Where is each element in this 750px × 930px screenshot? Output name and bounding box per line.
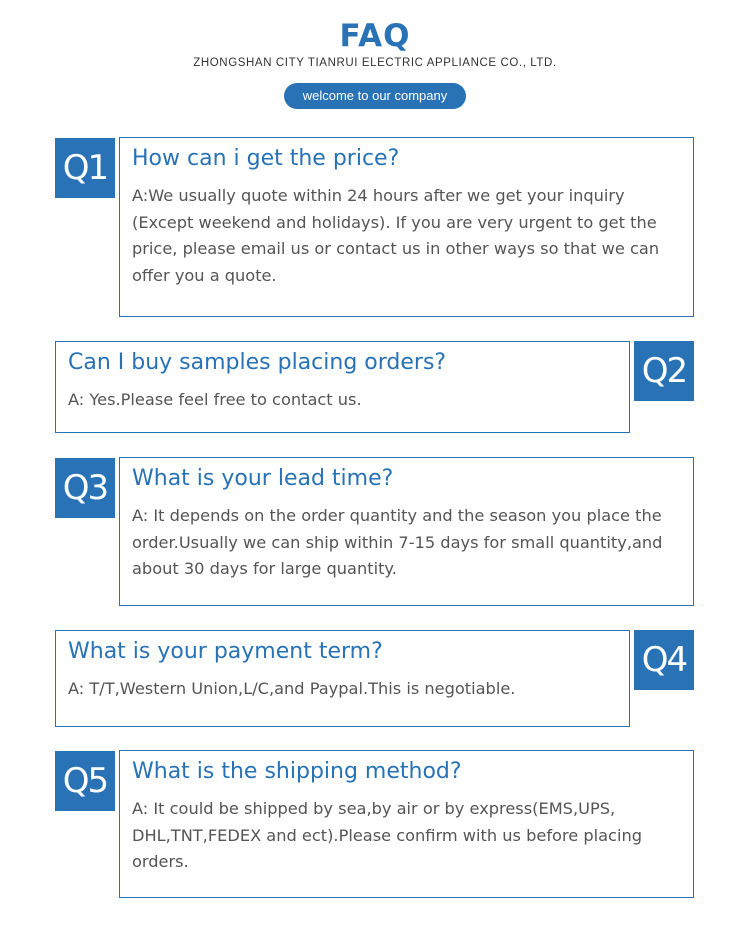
q5-badge: Q5 [55, 751, 115, 811]
faq-question: Can I buy samples placing orders? [68, 350, 447, 375]
faq-answer: A: It could be shipped by sea,by air or by express(EMS,UPS, DHL,TNT,FEDEX and ect).Please confirm with us before placing orders. [132, 799, 642, 871]
faq-answer: A:We usually quote within 24 hours after we get your inquiry (Except weekend and holidays). If you are very urgent to get the price, please email us or contact us in other ways so that we can offer you a quote. [132, 186, 660, 285]
q1-badge: Q1 [55, 138, 115, 198]
faq-item-q1 [119, 137, 694, 317]
faq-answer: A: It depends on the order quantity and the season you place the order.Usually we can ship within 7-15 days for small quantity,and about 30 days for large quantity. [132, 506, 663, 578]
faq-question: What is your payment term? [68, 639, 383, 664]
faq-answer: A: T/T,Western Union,L/C,and Paypal.This is negotiable. [68, 679, 516, 698]
faq-question: How can i get the price? [132, 146, 400, 171]
faq-item-q4 [55, 630, 630, 727]
faq-item-q2 [55, 341, 630, 433]
faq-item-q5 [119, 750, 694, 898]
company-name: ZHONGSHAN CITY TIANRUI ELECTRIC APPLIANCE CO., LTD. [193, 57, 557, 69]
page-title: FAQ [339, 18, 411, 54]
welcome-button[interactable]: welcome to our company [284, 83, 466, 109]
faq-answer: A: Yes.Please feel free to contact us. [68, 390, 362, 409]
q4-badge: Q4 [634, 630, 694, 690]
q2-badge: Q2 [634, 341, 694, 401]
faq-question: What is your lead time? [132, 466, 394, 491]
q3-badge: Q3 [55, 458, 115, 518]
faq-question: What is the shipping method? [132, 759, 462, 784]
faq-item-q3 [119, 457, 694, 606]
